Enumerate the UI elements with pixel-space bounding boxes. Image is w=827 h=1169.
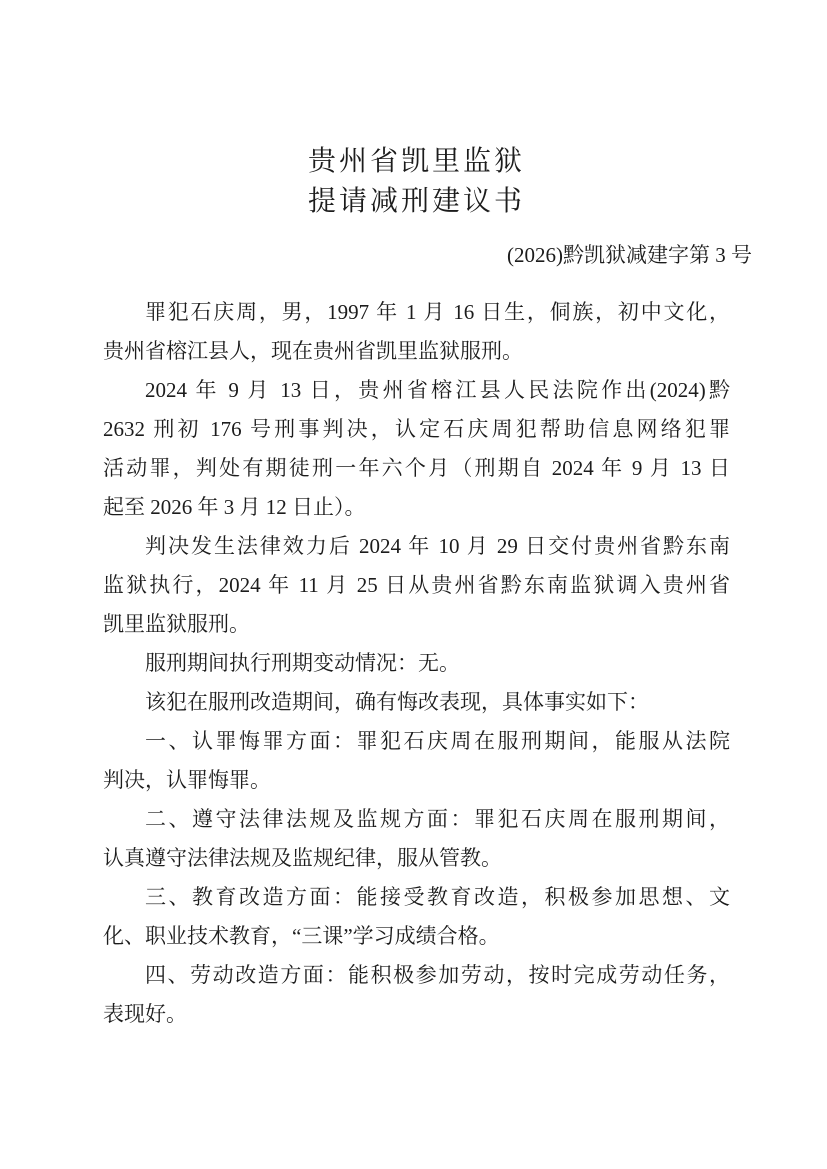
body-line: 2632 刑初 176 号刑事判决，认定石庆周犯帮助信息网络犯罪 [103, 417, 730, 441]
paragraph-item-1-guilt-admission [103, 722, 730, 800]
body-line: 服刑期间执行刑期变动情况：无。 [145, 651, 460, 675]
body-line: 活动罪，判处有期徒刑一年六个月（刑期自 2024 年 9 月 13 日 [103, 456, 730, 480]
paragraph-offender-info [103, 293, 730, 371]
paragraph-transfer [103, 527, 730, 644]
body-line: 起至 2026 年 3 月 12 日止）。 [103, 495, 366, 519]
body-line: 表现好。 [103, 1002, 187, 1026]
body-line: 四、劳动改造方面：能积极参加劳动，按时完成劳动任务， [145, 963, 730, 987]
body-line: 罪犯石庆周，男，1997 年 1 月 16 日生，侗族，初中文化， [145, 300, 730, 324]
paragraph-term-changes [103, 644, 730, 683]
paragraph-judgment [103, 371, 730, 527]
body-line: 贵州省榕江县人，现在贵州省凯里监狱服刑。 [103, 339, 523, 363]
body-line: 认真遵守法律法规及监规纪律，服从管教。 [103, 846, 502, 870]
paragraph-item-2-rule-compliance [103, 800, 730, 878]
body-line: 2024 年 9 月 13 日，贵州省榕江县人民法院作出(2024)黔 [145, 378, 730, 402]
body-line: 判决，认罪悔罪。 [103, 768, 271, 792]
paragraph-repentance-intro [103, 683, 730, 722]
body-line: 该犯在服刑改造期间，确有悔改表现，具体事实如下： [145, 690, 649, 714]
document-body [103, 293, 730, 1034]
body-line: 一、认罪悔罪方面：罪犯石庆周在服刑期间，能服从法院 [145, 729, 730, 753]
paragraph-item-3-education [103, 878, 730, 956]
body-line: 判决发生法律效力后 2024 年 10 月 29 日交付贵州省黔东南 [145, 534, 730, 558]
body-line: 化、职业技术教育，“三课”学习成绩合格。 [103, 924, 500, 948]
body-line: 三、教育改造方面：能接受教育改造，积极参加思想、文 [145, 885, 730, 909]
body-line: 凯里监狱服刑。 [103, 612, 250, 636]
body-line: 二、遵守法律法规及监规方面：罪犯石庆周在服刑期间， [145, 807, 730, 831]
paragraph-item-4-labor [103, 956, 730, 1034]
title-line-issuing-authority: 贵州省凯里监狱 [307, 146, 525, 177]
body-line: 监狱执行，2024 年 11 月 25 日从贵州省黔东南监狱调入贵州省 [103, 573, 730, 597]
document-number: (2026)黔凯狱减建字第 3 号 [507, 243, 752, 267]
document-title [103, 142, 730, 222]
title-line-document-type: 提请减刑建议书 [307, 186, 525, 217]
